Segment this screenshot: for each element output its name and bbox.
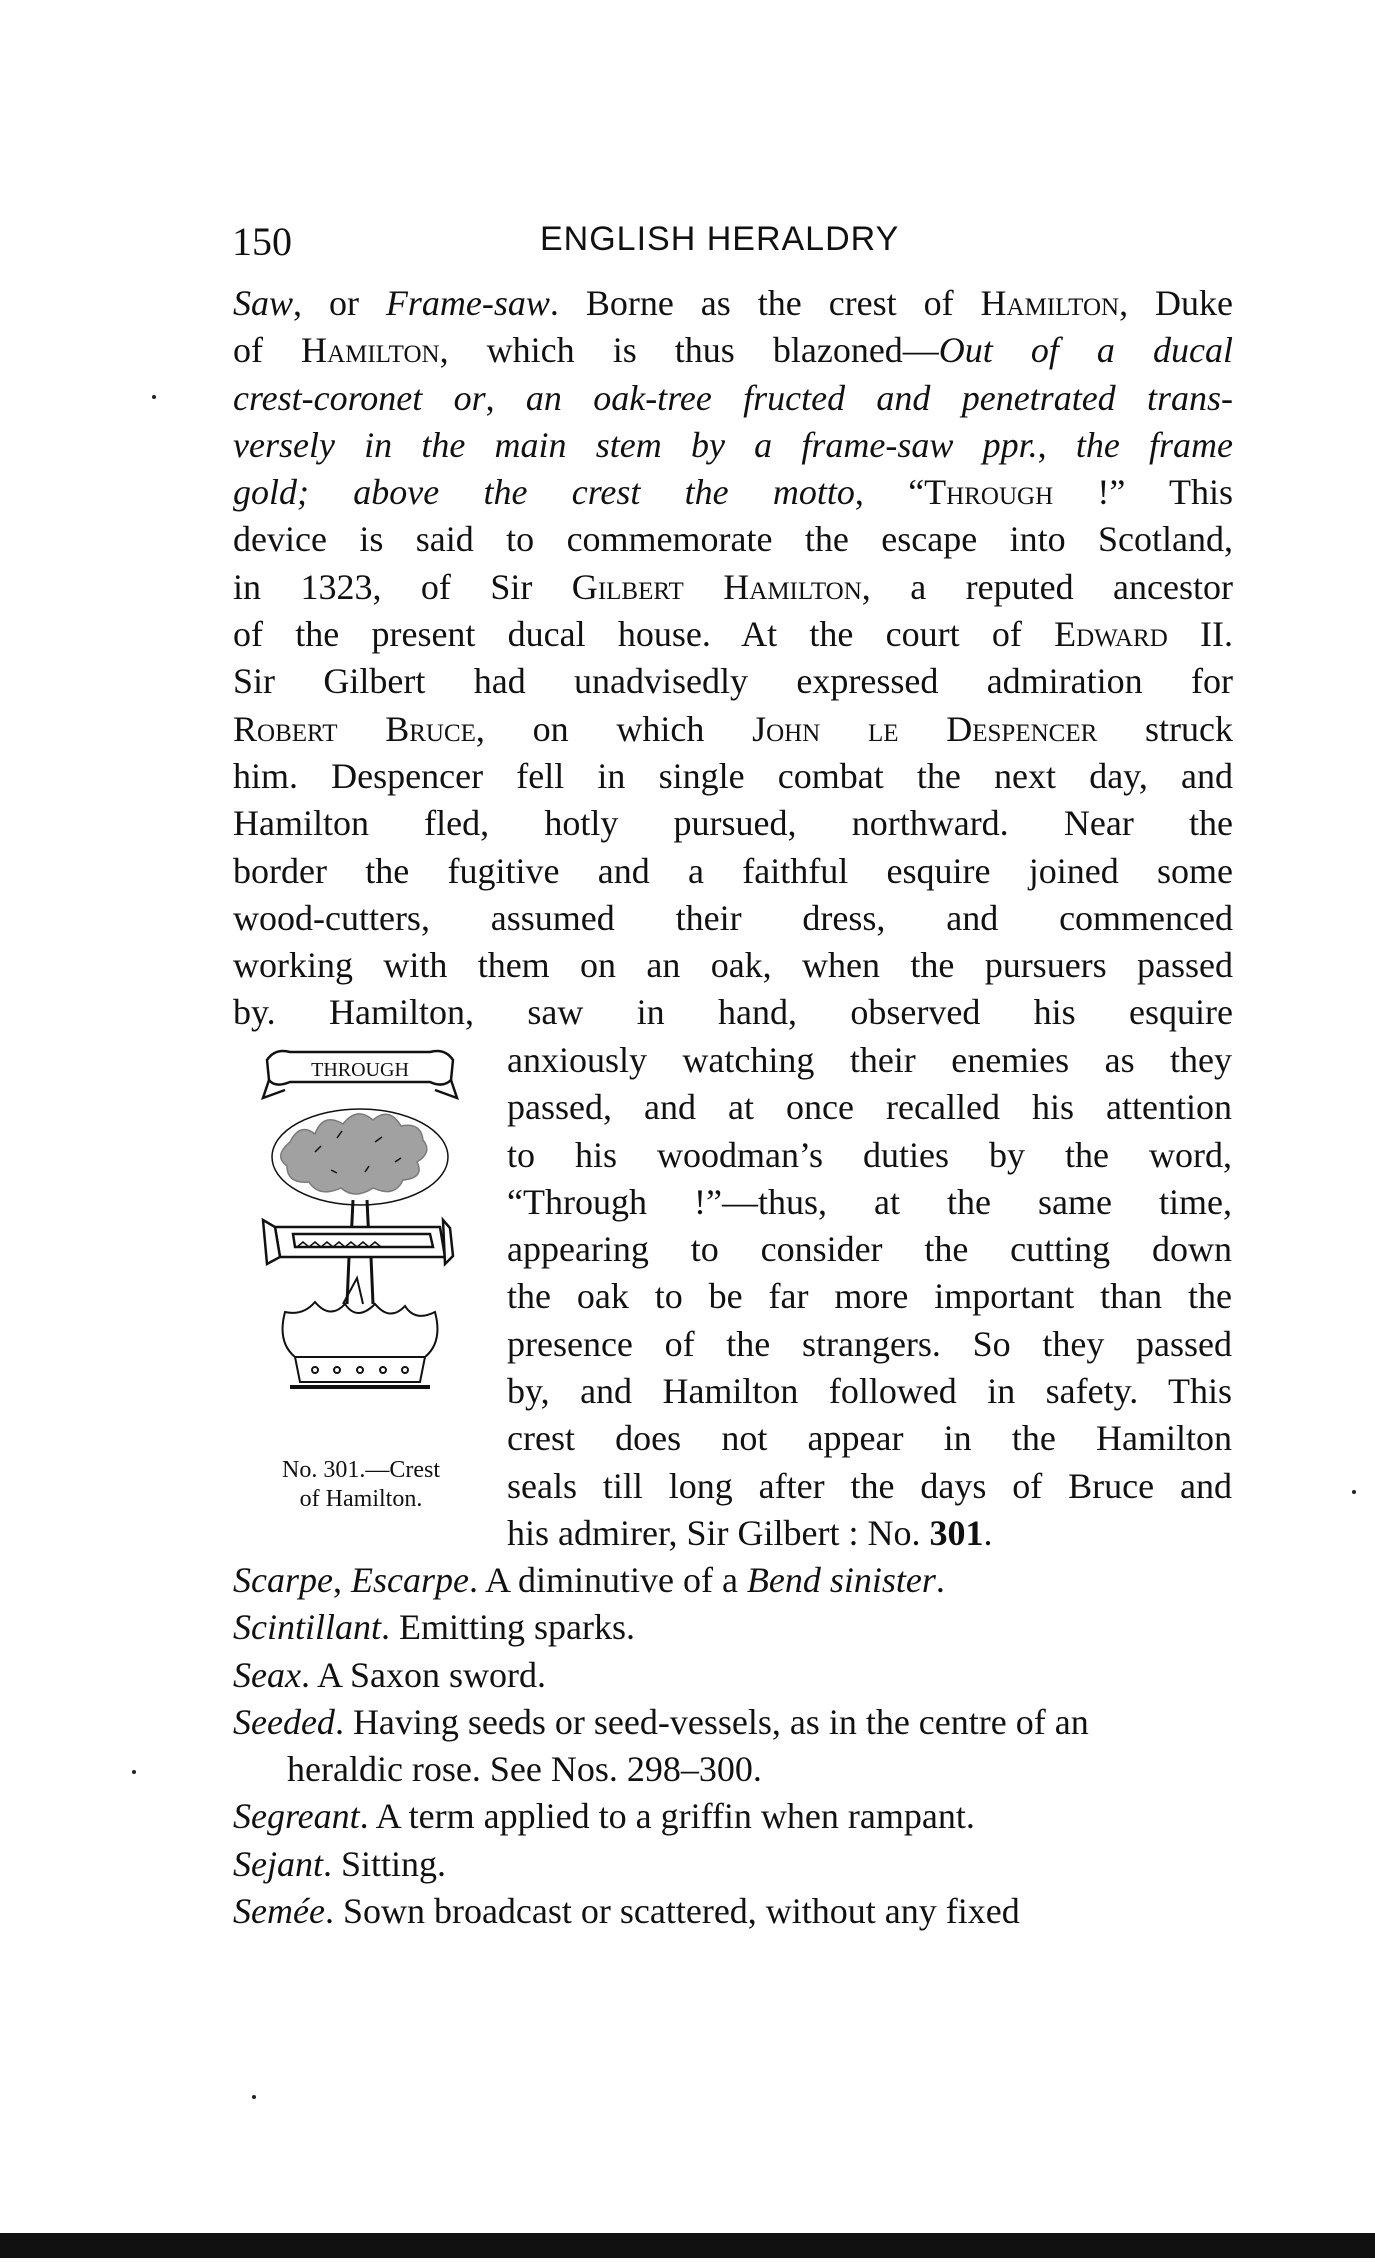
page-number: 150	[232, 219, 292, 264]
text-line: Seeded. Having seeds or seed-vessels, as in the centre of an	[233, 1701, 1089, 1742]
text-line: crest does not appear in the Hamilton	[507, 1418, 1232, 1459]
text-line: device is said to commemorate the escape into Scotland,	[233, 519, 1233, 560]
text-line: appearing to consider the cutting down	[507, 1229, 1232, 1270]
text-line: the oak to be far more important than the	[507, 1276, 1232, 1317]
text-line: gold; above the crest the motto, “Through !” This	[233, 472, 1233, 513]
text-line: Sejant. Sitting.	[233, 1843, 447, 1884]
text-line: “Through !”—thus, at the same time,	[507, 1181, 1232, 1222]
text-line: of Hamilton, which is thus blazoned—Out of a ducal	[233, 330, 1233, 371]
text-line: Semée. Sown broadcast or scattered, without any fixed	[233, 1891, 1020, 1932]
running-head: ENGLISH HERALDRY	[540, 220, 900, 258]
text-line: heraldic rose. See Nos. 298–300.	[233, 1749, 762, 1790]
text-line: his admirer, Sir Gilbert : No. 301.	[507, 1512, 993, 1553]
text-line: Seax. A Saxon sword.	[233, 1654, 546, 1695]
text-line: Segreant. A term applied to a griffin when rampant.	[233, 1796, 975, 1837]
text-line: by. Hamilton, saw in hand, observed his esquire	[233, 992, 1233, 1033]
margin-speck	[252, 2095, 256, 2099]
hamilton-crest-figure	[245, 1042, 475, 1442]
motto-text: THROUGH	[311, 1059, 409, 1081]
text-line: Saw, or Frame-saw. Borne as the crest of Hamilton, Duke	[233, 283, 1233, 323]
text-line: Scintillant. Emitting sparks.	[233, 1607, 635, 1648]
text-line: Scarpe, Escarpe. A diminutive of a Bend sinister.	[233, 1560, 945, 1600]
text-line: to his woodman’s duties by the word,	[507, 1134, 1232, 1175]
text-line: border the fugitive and a faithful esquire joined some	[233, 850, 1233, 891]
figure-caption	[246, 1456, 476, 1514]
text-line: of the present ducal house. At the court of Edward II.	[233, 614, 1233, 655]
caption-line: of Hamilton.	[299, 1486, 423, 1512]
text-line: by, and Hamilton followed in safety. This	[507, 1371, 1232, 1412]
oak-tree-icon	[272, 1109, 448, 1242]
text-line: presence of the strangers. So they passed	[507, 1323, 1232, 1364]
text-line: crest-coronet or, an oak-tree fructed and penetrated trans-	[233, 377, 1233, 418]
frame-saw-icon	[263, 1220, 453, 1264]
margin-speck	[152, 395, 156, 399]
text-line: seals till long after the days of Bruce and	[507, 1465, 1232, 1506]
page-edge-bar	[0, 2233, 1375, 2258]
text-line: passed, and at once recalled his attention	[507, 1087, 1232, 1128]
trunk-base	[343, 1257, 373, 1304]
text-line: him. Despencer fell in single combat the next day, and	[233, 755, 1233, 796]
text-line: Robert Bruce, on which John le Despencer struck	[233, 708, 1233, 749]
text-line: versely in the main stem by a frame-saw ppr., the frame	[233, 424, 1234, 465]
text-line: Hamilton fled, hotly pursued, northward. Near the	[233, 803, 1233, 844]
ducal-coronet-icon	[283, 1302, 438, 1387]
main-paragraph	[233, 280, 1233, 1037]
text-line: wood-cutters, assumed their dress, and commenced	[233, 897, 1233, 938]
text-line: Sir Gilbert had unadvisedly expressed admiration for	[233, 661, 1233, 702]
text-line: anxiously watching their enemies as they	[507, 1040, 1232, 1080]
margin-speck	[132, 1770, 136, 1774]
glossary-entries	[233, 1557, 1233, 1935]
text-line: working with them on an oak, when the pursuers passed	[233, 945, 1233, 986]
caption-line: No. 301.—Crest	[282, 1457, 440, 1483]
side-paragraph	[507, 1037, 1232, 1557]
text-line: in 1323, of Sir Gilbert Hamilton, a reputed ancestor	[233, 566, 1233, 607]
margin-speck	[1352, 1490, 1356, 1494]
